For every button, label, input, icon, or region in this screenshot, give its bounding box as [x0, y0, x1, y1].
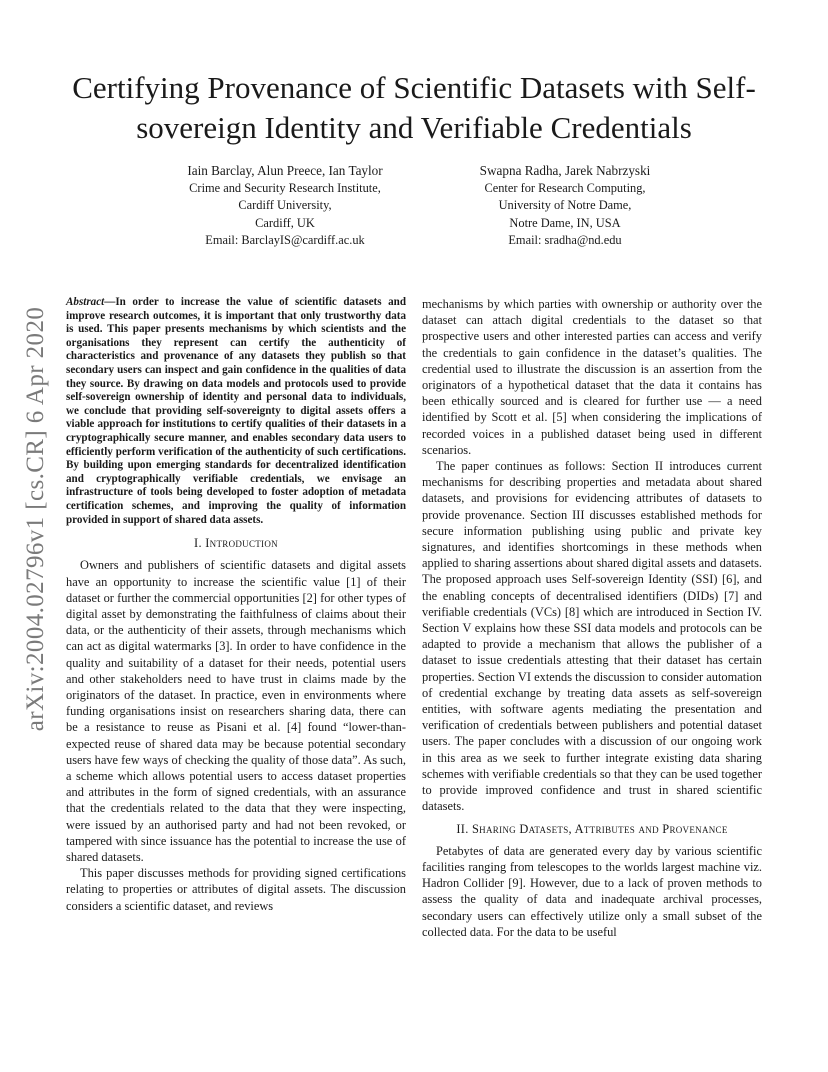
affiliation-block-1	[140, 162, 430, 250]
author-names: Swapna Radha, Jarek Nabrzyski	[479, 163, 651, 178]
section2-paragraph-1: Petabytes of data are generated every day by various scientific facilities ranging from telescopes to the worlds largest machine viz. Hadron Collider [9]. However, due to a lack of proven methods to assess the quality of data and inadequate archival processes, secondary users can effectively utilize only a small subset of the collected data. For the data to be useful	[422, 843, 762, 939]
affiliation-line: Cardiff, UK	[255, 215, 315, 230]
abstract-label: Abstract	[66, 296, 105, 308]
abstract	[66, 296, 406, 527]
author-email: Email: sradha@nd.edu	[508, 233, 622, 248]
affiliation-block-2	[420, 162, 710, 250]
paper-title: Certifying Provenance of Scientific Datasets with Self-sovereign Identity and Verifiable Credentials	[72, 70, 756, 145]
affiliation-line: Crime and Security Research Institute,	[189, 180, 381, 195]
intro-paragraph-1: Owners and publishers of scientific datasets and digital assets have an opportunity to increase the scientific value [1] of their dataset or further the commercial opportunities [2] for other types of digital asset by demonstrating the faithfulness of claims about their data, or the authenticity of their assets, through mechanisms which can act as digital watermarks [3]. In order to have confidence in the quality and suitability of a dataset for their needs, potential users and other stakeholders need to have trust in claims made by the originators of the dataset. In practice, even in environments where funding organisations insist on researchers sharing data, there can be a resistance to reuse as Pisani et al. [4] found “lower-than-expected reuse of shared data may be because potential secondary users have few ways of checking the quality of those data”. As such, a scheme which allows potential users to access dataset properties and attributes in the form of signed credentials, with an assurance that the credentials related to the data that they were inspecting, were issued by an authorised party and had not been revoked, or tampered with since issuance has the potential to increase the use of shared datasets.	[66, 558, 406, 864]
arxiv-identifier: arXiv:2004.02796v1 [cs.CR] 6 Apr 2020	[22, 306, 49, 732]
abstract-text: —In order to increase the value of scientific datasets and improve research outcomes, it is important that only trustworthy data is used. This paper presents mechanisms by which scientists and the organisations they represent can certify the authenticity of characteristics and provenance of any datasets they publish so that secondary users can inspect and gain confidence in the qualities of data they source. By drawing on data models and protocols used to provide self-sovereign ownership of identity and personal data to individuals, we conclude that providing self-sovereignty to digital assets offers a viable approach for institutions to certify qualities of their datasets in a cryptographically secure manner, and enables secondary data users to efficiently perform verification of the authenticity of such certifications. By building upon emerging standards for decentralized identification and cryptographically verifiable credentials, we envisage an infrastructure of tools being developed to foster adoption of metadata certification schemes, and improving the quality of information provided in support of shared data assets.	[66, 296, 406, 526]
intro-paragraph-3: The paper continues as follows: Section II introduces current mechanisms for describing properties and metadata about shared datasets, and provisions for evidencing attributes of datasets to provide provenance. Section III discusses established methods for secure information publishing using public and private key signatures, and identifies shortcomings in these methods when applied to sharing assertions about shared digital assets and datasets. The proposed approach uses Self-sovereign Identity (SSI) [6], and the enabling concepts of decentralised identifiers (DIDs) [7] and verifiable credentials (VCs) [8] which are introduced in Section IV. Section V explains how these SSI data models and protocols can be adapted to provide a mechanism that allows the publisher of a dataset to issue credentials attesting that their dataset has certain properties. Section VI extends the discussion to consider automation of credential exchange by treating data assets as self-sovereign entities, with software agents mediating the presentation and verification of credentials between publishers and potential dataset users. The paper concludes with a discussion of our ongoing work in this area as we seek to further integrate existing data sharing schemes with verifiable credentials so that they can be used together to provide improved confidence and trust in shared scientific datasets.	[422, 459, 762, 814]
section-heading-introduction: I. Introduction	[194, 536, 278, 551]
left-column	[66, 296, 406, 914]
arxiv-side-stamp	[12, 294, 60, 744]
affiliation-line: Notre Dame, IN, USA	[509, 215, 621, 230]
affiliation-line: Cardiff University,	[238, 198, 332, 213]
affiliation-line: University of Notre Dame,	[498, 198, 632, 213]
section-heading-sharing-datasets: II. Sharing Datasets, Attributes and Provenance	[456, 821, 728, 836]
author-names: Iain Barclay, Alun Preece, Ian Taylor	[187, 163, 383, 178]
right-column	[422, 296, 762, 940]
author-email: Email: BarclayIS@cardiff.ac.uk	[205, 233, 365, 248]
intro-paragraph-2: This paper discusses methods for providing signed certifications relating to properties or attributes of digital assets. The discussion considers a scientific dataset, and reviews	[66, 866, 406, 913]
affiliation-line: Center for Research Computing,	[484, 180, 646, 195]
intro-paragraph-2-continued: mechanisms by which parties with ownership or authority over the dataset can attach digital credentials to the dataset so that prospective users and other interested parties can access and verify the credentials to gain confidence in the dataset’s qualities. The credential used to illustrate the discussion is an assertion from the originators of a hypothetical dataset that the data it contains has been ethically sourced and is cleared for further use — a need identified by Scott et al. [5] when considering the implications of recorded voices in a published dataset being used in different scenarios.	[422, 297, 762, 457]
